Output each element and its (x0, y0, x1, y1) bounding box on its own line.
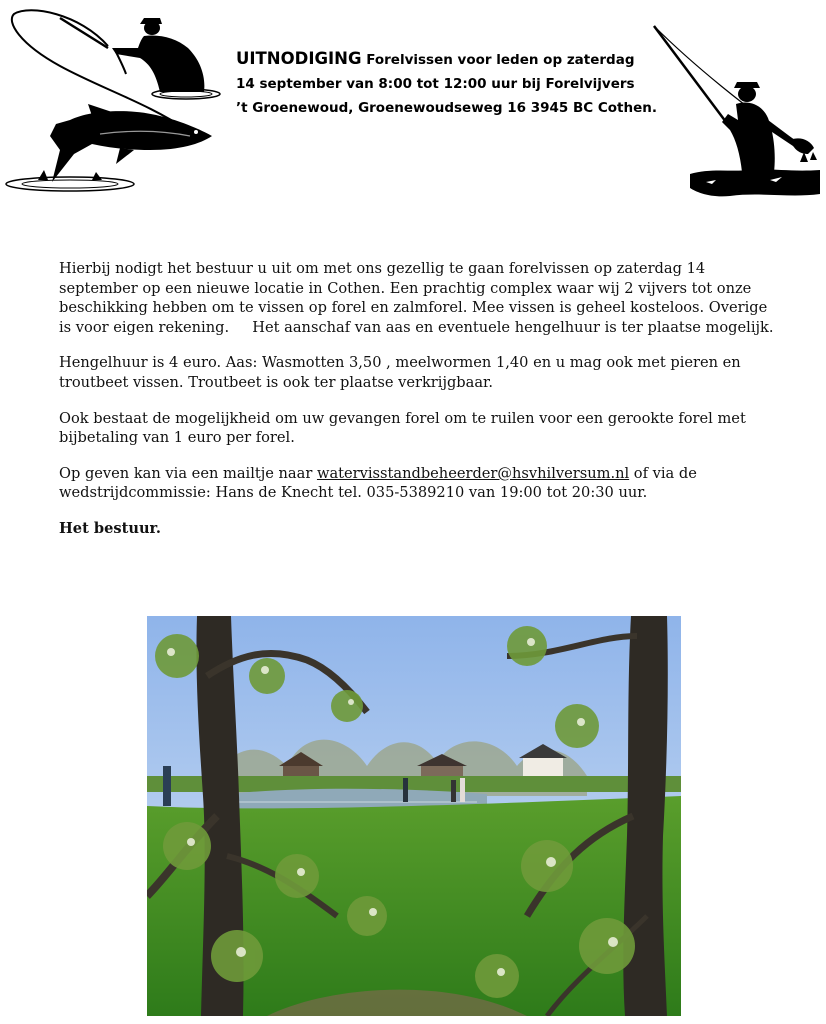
text-line: Ook bestaat de mogelijkheid om uw gevangen forel om te ruilen voor een gerookte forel met (59, 409, 746, 427)
invitation-body (59, 259, 774, 555)
paragraph-prices (59, 353, 771, 392)
angler-with-trout-clipart (0, 4, 222, 196)
header-line-2: 14 september van 8:00 tot 12:00 uur bij Forelvijvers (236, 76, 635, 92)
paragraph-exchange (59, 409, 771, 448)
header-title-big: UITNODIGING (236, 49, 362, 68)
invitation-header (236, 47, 666, 120)
header-line-3: ’t Groenewoud, Groenewoudseweg 16 3945 BC Cothen. (236, 100, 658, 116)
text-line: wedstrijdcommissie: Hans de Knecht tel. 035-5389210 van 19:00 tot 20:30 uur. (59, 484, 648, 502)
email-link[interactable]: watervisstandbeheerder@hsvhilversum.nl (316, 464, 630, 482)
text-line: troutbeet vissen. Troutbeet is ook ter plaatse verkrijgbaar. (59, 373, 494, 391)
text-line: Hierbij nodigt het bestuur u uit om met ons gezellig te gaan forelvissen op zaterdag 14 (59, 260, 706, 277)
pond-photo (147, 616, 681, 1016)
text-line: Hengelhuur is 4 euro. Aas: Wasmotten 3,50 , meelwormen 1,40 en u mag ook met pieren en (59, 354, 741, 372)
signup-text-before: Op geven kan via een mailtje naar (59, 464, 317, 482)
header-title-rest: Forelvissen voor leden op zaterdag (361, 52, 635, 68)
signup-text-after: of via de (629, 464, 697, 482)
text-line: beschikking hebben om te vissen op forel en zalmforel. Mee vissen is geheel kosteloos. Overige (59, 299, 768, 317)
text-line: bijbetaling van 1 euro per forel. (59, 429, 295, 447)
text-line: is voor eigen rekening. Het aanschaf van aas en eventuele hengelhuur is ter plaatse mogelijk. (59, 318, 774, 336)
wading-angler-clipart (650, 22, 826, 204)
signup-line-1 (59, 464, 771, 484)
signature: Het bestuur. (59, 519, 161, 537)
paragraph-signup (59, 464, 771, 503)
paragraph-intro (59, 259, 774, 337)
header-line-1 (236, 47, 666, 72)
text-line: september op een nieuwe locatie in Cothen. Een prachtig complex waar wij 2 vijvers tot onze (59, 279, 752, 297)
